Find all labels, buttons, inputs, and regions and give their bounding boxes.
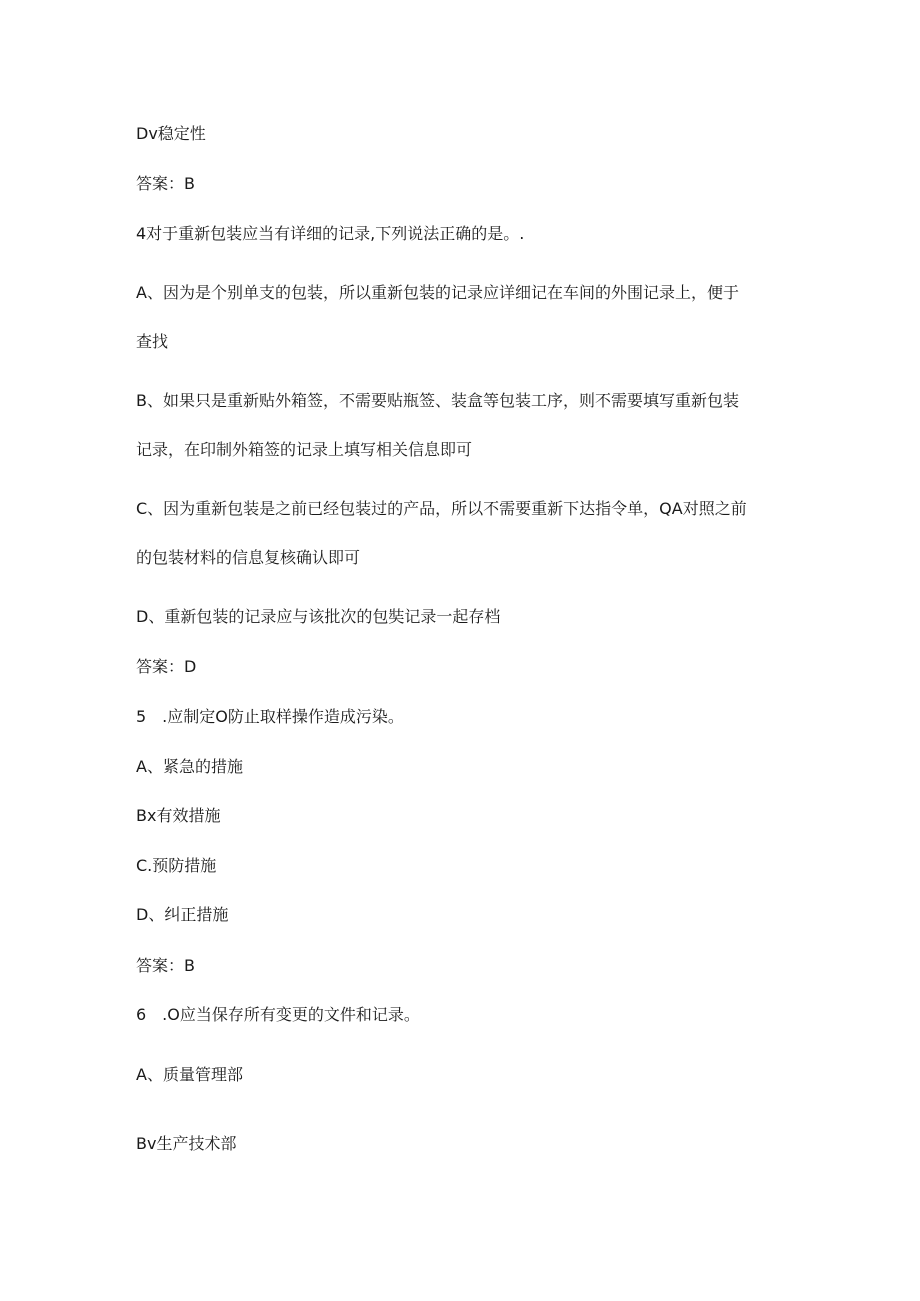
q4-option-a-line1: A、因为是个别单支的包装，所以重新包装的记录应详细记在车间的外围记录上，便于 [136,283,739,302]
q4-option-b-line2: 记录，在印制外箱签的记录上填写相关信息即可 [136,440,473,459]
q6-option-b: Bv生产技术部 [136,1134,237,1153]
q4-option-a-line2: 查找 [136,332,169,351]
q4-option-d: D、重新包装的记录应与该批次的包奘记录一起存档 [136,607,501,626]
q4-option-c-line1: C、因为重新包装是之前已经包装过的产品，所以不需要重新下达指令单，QA对照之前 [136,499,747,518]
question-6: 6 .O应当保存所有变更的文件和记录。 [136,1005,420,1024]
answer-4: 答案：D [136,657,197,676]
q4-option-b-line1: B、如果只是重新贴外箱签，不需要贴瓶签、装盒等包装工序，则不需要填写重新包装 [136,391,739,410]
option-d-prev: Dv稳定性 [136,124,206,143]
q5-option-c: C.预防措施 [136,856,217,875]
answer-5: 答案：B [136,956,195,975]
answer-3: 答案：B [136,174,195,193]
q5-option-b: Bx有效措施 [136,806,221,825]
q5-option-d: D、纠正措施 [136,905,229,924]
question-4: 4对于重新包装应当有详细的记录,下列说法正确的是。. [136,224,525,243]
q4-option-c-line2: 的包装材料的信息复核确认即可 [136,548,361,567]
question-5: 5 .应制定O防止取样操作造成污染。 [136,707,404,726]
q5-option-a: A、紧急的措施 [136,757,243,776]
q6-option-a: A、质量管理部 [136,1065,243,1084]
